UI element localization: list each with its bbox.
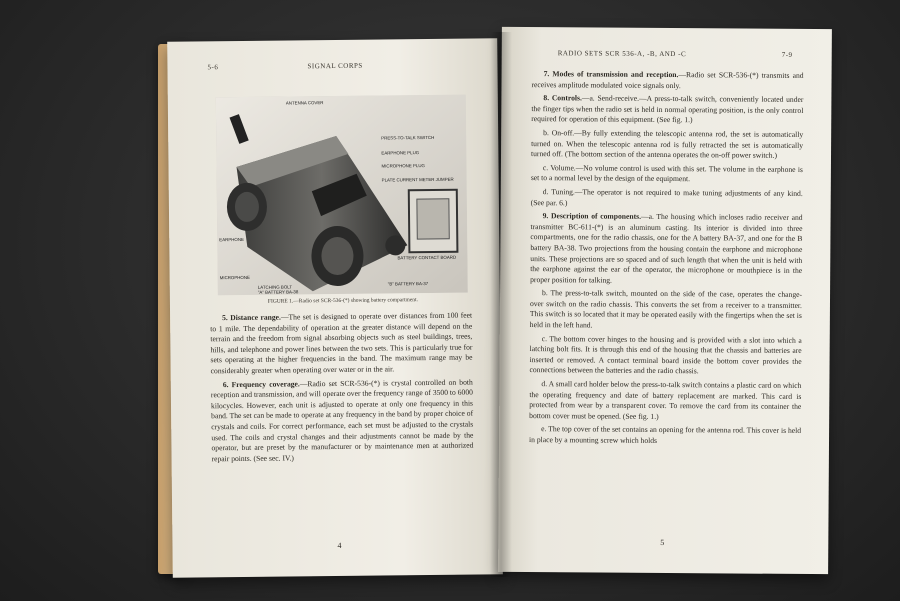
right-body-text: [529, 69, 804, 450]
label-b-battery: "B" BATTERY BA-37: [387, 281, 429, 287]
p8a-text: —a. Send-receive.—A press-to-talk switch, conveniently located under the finger tips when the radio set is held in normal operating position, is the only control required for operation of this equipment. (See fig. 1.): [531, 93, 804, 125]
radio-photo: [216, 95, 468, 296]
paragraph-8: [531, 93, 803, 127]
open-book: [150, 20, 840, 585]
left-page: [167, 38, 503, 577]
para6-body: —Radio set SCR-536-(*) is crystal controlled on both reception and transmission, and will operate over the frequency range of 3500 to 6000 kilocycles. However, each unit is adjusted to operate at only one frequency in this band. The set can be made to operate at any frequency in the band by proper choice of crystals and coils. For correct performance, each set must be adjusted to the crystals used. The coils and crystal changes and their adjustments cannot be made by the operator, but are preset by the manufacturer or by maintenance men at authorized repair points. (See sec. IV.): [210, 377, 474, 464]
para5-title: 5. Distance range.: [222, 312, 281, 323]
left-body-text: [210, 311, 474, 468]
paragraph-9e: e. The top cover of the set contains an opening for the antenna rod. This cover is held in place by a mounting screw which holds: [528, 424, 802, 445]
paragraph-9d: d. A small card holder below the press-to-talk switch contains a plastic card on which the operating frequency and date of battery replacement are marked. This card is protected from wear by a transparent cover. To remove the card from its container the bottom cover must be opened. (See fig. 1.): [529, 379, 802, 421]
book-gutter: [490, 32, 512, 577]
para5-body: —The set is designed to operate over distances from 100 feet to 1 mile. The dependability of operation at the greater distance will depend on the terrain and the freedom from signal absorbing objects such as steel buildings, trees, hills, and telephone and power lines between the two sets. This is particularly true for sets operating at the higher frequencies in the band. The maximum range may be considerably greater when operating over water or in the air.: [210, 310, 473, 376]
p8-title: 8. Controls.: [543, 93, 582, 103]
right-folio: 5: [660, 537, 665, 548]
label-antenna-cover: ANTENNA COVER: [285, 100, 324, 106]
right-running-header: RADIO SETS SCR 536-A, -B, AND -C: [557, 49, 687, 59]
paragraph-8d: d. Tuning.—The operator is not required to make tuning adjustments of any kind. (See par. 6.): [530, 187, 803, 207]
left-running-header: SIGNAL CORPS: [307, 61, 363, 71]
paragraph-9: [530, 211, 803, 287]
label-press-to-talk: PRESS-TO-TALK SWITCH: [381, 134, 435, 141]
paragraph-5: [210, 311, 473, 377]
label-battery-contact: BATTERY CONTACT BOARD: [397, 254, 457, 261]
p7-body: —Radio set SCR-536-(*) transmits and receives amplitude modulated voice signals only.: [531, 70, 804, 90]
p9-title: 9. Description of components.: [542, 211, 642, 221]
label-earphone: EARPHONE: [219, 236, 244, 243]
para6-title: 6. Frequency coverage.: [222, 378, 300, 389]
paragraph-7: [531, 69, 803, 92]
right-page: [498, 27, 832, 574]
p9a-text: —a. The housing which incloses radio receiver and transmitter BC-611-(*) is an aluminum casting. Its interior is divided into three compartments, one for the radio chassis, one for the A battery BA-37, and one for the B battery BA-38. Two projections from the housing contain the earphone and microphone units. These projections are so spaced and of such length that when the unit is held with the earphone against the ear of the operator, the microphone or mouthpiece is in the proper position for talking.: [530, 211, 803, 285]
label-microphone-plug: MICROPHONE PLUG: [381, 163, 425, 169]
label-microphone: MICROPHONE: [219, 274, 250, 281]
label-latching-bolt: LATCHING BOLT: [257, 284, 293, 290]
paragraph-9b: b. The press-to-talk switch, mounted on the side of the case, operates the change-over switch on the radio chassis. This converts the set from a receiver to a transmitter. This switch is so located that it may be operated easily with the fingertips when the set is held in the left hand.: [529, 288, 803, 330]
paragraph-9c: c. The bottom cover hinges to the housing and is provided with a slot into which a latching bolt fits. It is through this end of the housing that the chassis and batteries are inserted or removed. A contact terminal board inside the bottom cover provides the connections between the batteries and the radio chassis.: [529, 333, 802, 376]
right-page-number-header: 7-9: [781, 50, 793, 59]
paragraph-8c: c. Volume.—No volume control is used with this set. The volume in the earphone is set to a normal level by the design of the equipment.: [530, 162, 803, 184]
paragraph-8b: b. On-off.—By fully extending the telescopic antenna rod, the set is automatically turned on. When the telescopic antenna rod is fully retracted the set is automatically turned off. (The bottom section of the antenna operates the on-off power switch.): [530, 128, 804, 160]
label-earphone-plug: EARPHONE PLUG: [381, 150, 420, 156]
left-folio: 4: [337, 540, 342, 550]
figure-caption: FIGURE 1.—Radio set SCR-536-(*) showing battery compartment.: [267, 297, 418, 305]
radio-set-image: [216, 95, 468, 296]
paragraph-6: [211, 377, 474, 464]
p7-title: 7. Modes of transmission and reception.: [543, 69, 679, 80]
label-plate-current: PLATE CURRENT METER JUMPER: [381, 176, 454, 183]
label-a-battery: "A" BATTERY BA-38: [257, 289, 299, 295]
left-page-number-header: 5-6: [207, 63, 219, 72]
